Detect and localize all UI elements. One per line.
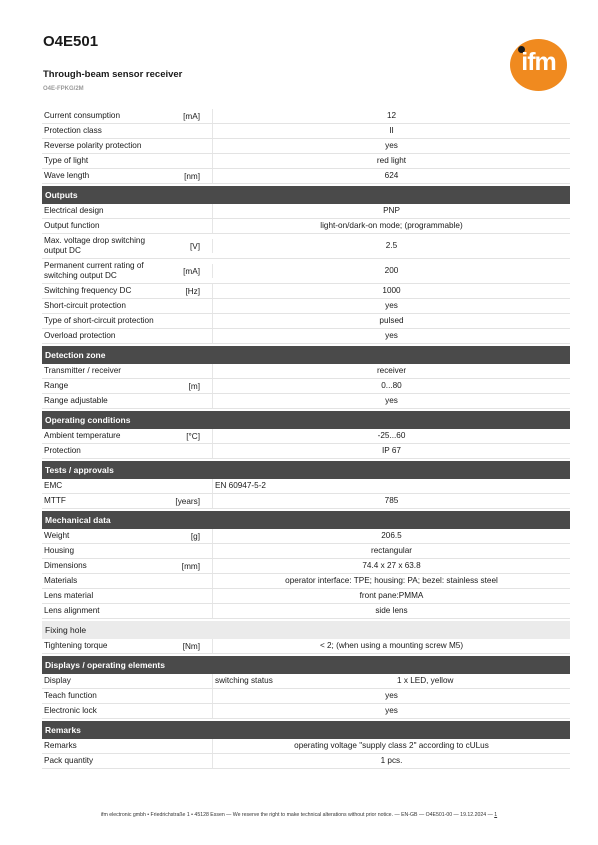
spec-value: 2.5 [212,239,570,253]
spec-row [42,689,570,704]
spec-row [42,109,570,124]
spec-value: operator interface: TPE; housing: PA; bezel: stainless steel [212,574,570,588]
section-operating-conditions: Operating conditions [42,411,570,429]
spec-value: receiver [212,364,570,378]
group-remarks [42,739,570,769]
spec-value: operating voltage "supply class 2" according to cULus [212,739,570,753]
spec-label: Range adjustable [44,396,108,405]
spec-value: 206.5 [212,529,570,543]
spec-label: Weight [44,531,70,540]
spec-label: Electrical design [44,206,104,215]
spec-unit: [g] [190,531,200,541]
spec-unit: [Hz] [185,286,200,296]
spec-label: Pack quantity [44,756,94,765]
spec-label: Overload protection [44,331,116,340]
spec-table [42,109,570,769]
spec-value: 12 [212,109,570,123]
spec-value-text: 1 x LED, yellow [397,676,454,685]
spec-row [42,169,570,184]
spec-row [42,604,570,619]
spec-row [42,139,570,154]
spec-value: 74.4 x 27 x 63.8 [212,559,570,573]
product-subtitle: Through-beam sensor receiver [43,69,183,80]
group-detection [42,364,570,409]
spec-row [42,124,570,139]
spec-row [42,704,570,719]
spec-value: rectangular [212,544,570,558]
logo-text: ifm [521,48,556,76]
spec-value: yes [212,394,570,408]
spec-label: MTTF [44,496,66,505]
spec-value: PNP [212,204,570,218]
page-footer [0,812,598,818]
spec-row [42,574,570,589]
spec-row [42,329,570,344]
spec-value: yes [212,704,570,718]
spec-subvalue: switching status [215,676,273,685]
group-operating [42,429,570,459]
spec-label: Materials [44,576,78,585]
footer-text: ifm electronic gmbh • Friedrichstraße 1 • 45128 Essen — We reserve the right to make technical alterations without prior notice. — EN-GB — O4E501-00 — 19.12.2024 — [100,812,493,818]
section-mechanical: Mechanical data [42,511,570,529]
spec-unit: [years] [175,496,200,506]
spec-row [42,429,570,444]
spec-label: Lens alignment [44,606,100,615]
spec-label: Teach function [44,691,97,700]
spec-value: yes [212,329,570,343]
spec-row [42,559,570,574]
spec-value: IP 67 [212,444,570,458]
spec-value: II [212,124,570,138]
spec-value: 624 [212,169,570,183]
spec-value: front pane:PMMA [212,589,570,603]
spec-row [42,394,570,409]
page-number: 1 [494,812,498,818]
spec-label: Display [44,676,71,685]
spec-label: Electronic lock [44,706,97,715]
spec-value: yes [212,139,570,153]
group-fixing [42,639,570,654]
group-tests [42,479,570,509]
spec-label: Transmitter / receiver [44,366,122,375]
spec-row [42,154,570,169]
spec-value: yes [212,689,570,703]
section-tests: Tests / approvals [42,461,570,479]
spec-row [42,259,570,284]
spec-row [42,219,570,234]
spec-row [42,674,570,689]
product-code: O4E-FPKG/2M [43,86,84,92]
spec-row [42,299,570,314]
spec-unit: [Nm] [182,641,200,651]
spec-value: side lens [212,604,570,618]
spec-row [42,204,570,219]
spec-row [42,479,570,494]
spec-row [42,234,570,259]
spec-label: Max. voltage drop switching output DC [44,236,146,255]
section-remarks: Remarks [42,721,570,739]
spec-label: Permanent current rating of switching output DC [44,261,144,280]
spec-label: Output function [44,221,100,230]
spec-value: red light [212,154,570,168]
spec-row [42,379,570,394]
spec-label: EMC [44,481,63,490]
spec-label: Type of short-circuit protection [44,316,154,325]
spec-unit: [°C] [186,431,200,441]
spec-row [42,589,570,604]
spec-value: < 2; (when using a mounting screw M5) [212,639,570,653]
spec-label: Protection class [44,126,102,135]
group-outputs [42,204,570,344]
section-detection-zone: Detection zone [42,346,570,364]
spec-label: Current consumption [44,111,120,120]
spec-row [42,494,570,509]
spec-label: Protection [44,446,81,455]
spec-value: pulsed [212,314,570,328]
spec-value: 1 pcs. [212,754,570,768]
spec-value: yes [212,299,570,313]
spec-row [42,739,570,754]
spec-row [42,314,570,329]
section-displays: Displays / operating elements [42,656,570,674]
ifm-logo [510,39,567,91]
spec-value: light-on/dark-on mode; (programmable) [212,219,570,233]
spec-row [42,639,570,654]
spec-label: Housing [44,546,75,555]
spec-label: Remarks [44,741,77,750]
spec-row [42,529,570,544]
group-general [42,109,570,184]
spec-value: 0...80 [212,379,570,393]
spec-label: Dimensions [44,561,87,570]
spec-label: Wave length [44,171,90,180]
product-title: O4E501 [43,33,99,50]
spec-unit: [mm] [181,561,200,571]
spec-value [212,674,570,688]
spec-label: Range [44,381,69,390]
section-fixing-hole: Fixing hole [42,621,570,639]
spec-value: EN 60947-5-2 [212,479,570,493]
spec-unit: [nm] [184,171,200,181]
spec-label: Short-circuit protection [44,301,126,310]
group-displays [42,674,570,719]
spec-value: 200 [212,264,570,278]
spec-unit: [mA] [183,266,200,276]
spec-row [42,544,570,559]
spec-label: Switching frequency DC [44,286,132,295]
spec-value: 785 [212,494,570,508]
spec-label: Reverse polarity protection [44,141,142,150]
spec-unit: [mA] [183,111,200,121]
spec-unit: [m] [188,381,200,391]
spec-row [42,284,570,299]
spec-value: 1000 [212,284,570,298]
spec-unit: [V] [189,241,200,251]
spec-label: Lens material [44,591,94,600]
spec-label: Type of light [44,156,89,165]
spec-row [42,754,570,769]
group-mechanical [42,529,570,619]
spec-label: Ambient temperature [44,431,121,440]
spec-label: Tightening torque [44,641,108,650]
spec-row [42,444,570,459]
spec-value: -25...60 [212,429,570,443]
spec-row [42,364,570,379]
section-outputs: Outputs [42,186,570,204]
